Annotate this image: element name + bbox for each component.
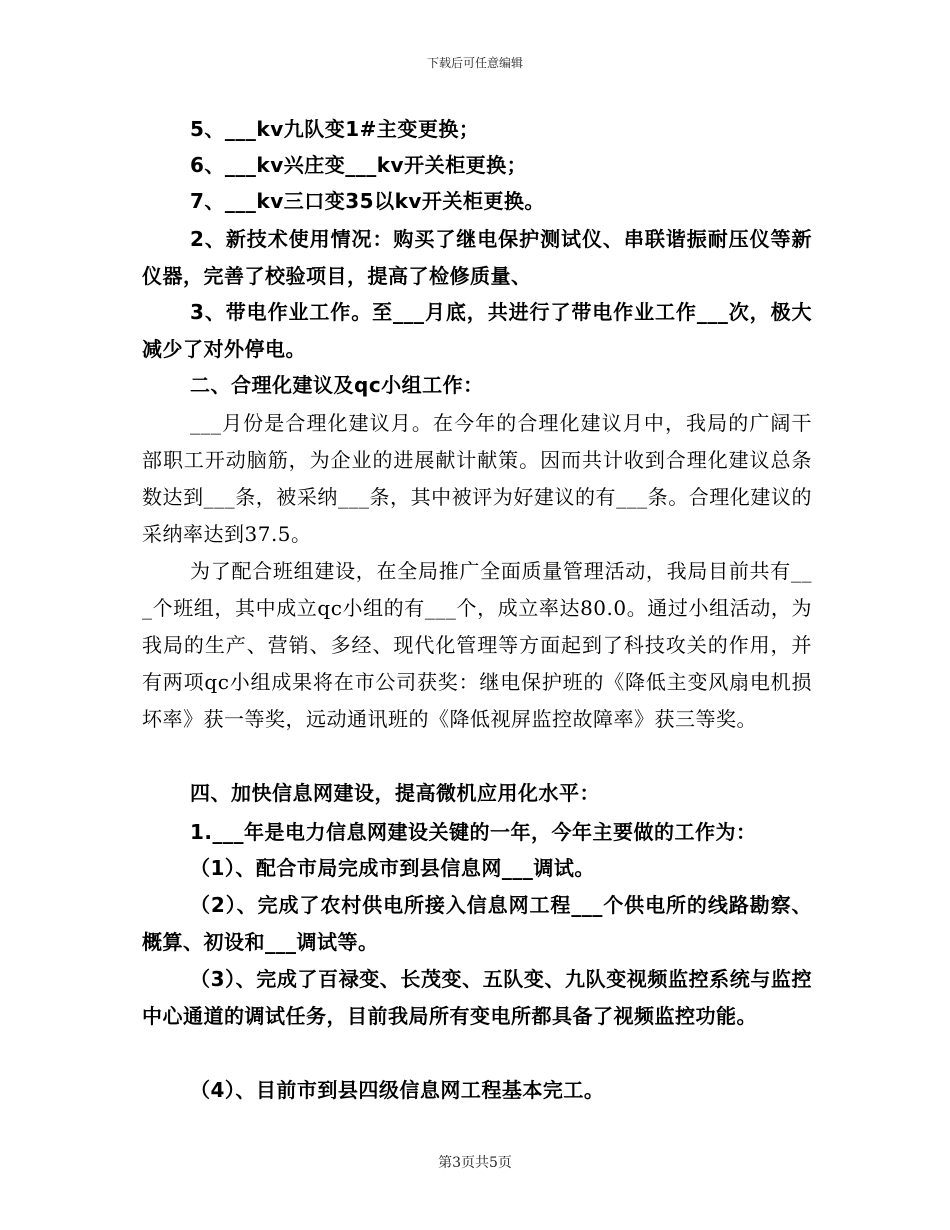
network-item-2: （2）、完成了农村供电所接入信息网工程___个供电所的线路勘察、概算、初设和___调试等。 bbox=[142, 893, 812, 954]
item-7: 7、___kv三口变35以kv开关柜更换。 bbox=[190, 189, 545, 213]
live-work-paragraph: 3、带电作业工作。至___月底，共进行了带电作业工作___次，极大减少了对外停电。 bbox=[142, 300, 812, 361]
network-item-1: （1）、配合市局完成市到县信息网___调试。 bbox=[190, 856, 595, 880]
rationalization-paragraph: ___月份是合理化建议月。在今年的合理化建议月中，我局的广阔干部职工开动脑筋，为企业的进展献计献策。因而共计收到合理化建议总条数达到___条，被采纳___条，其中被评为好建议的有___条。合理化建议的采纳率达到37.5。 bbox=[142, 411, 812, 546]
section-heading-network: 四、加快信息网建设，提高微机应用化水平： bbox=[190, 781, 600, 805]
qc-group-paragraph: 为了配合班组建设，在全局推广全面质量管理活动，我局目前共有___个班组，其中成立qc小组的有___个，成立率达80.0。通过小组活动，为我局的生产、营销、多经、现代化管理等方面起到了科技攻关的作用，并有两项qc小组成果将在市公司获奖：继电保护班的《降低主变风扇电机损坏率》获一等奖，远动通讯班的《降低视屏监控故障率》获三等奖。 bbox=[142, 559, 812, 731]
item-5: 5、___kv九队变1#主变更换； bbox=[190, 117, 480, 141]
section-heading-qc: 二、合理化建议及qc小组工作： bbox=[190, 373, 484, 397]
page-header: 下载后可任意编辑 bbox=[426, 56, 523, 70]
network-item-3: （3）、完成了百禄变、长茂变、五队变、九队变视频监控系统与监控中心通道的调试任务，目前我局所有变电所都具备了视频监控功能。 bbox=[142, 967, 812, 1028]
item-6: 6、___kv兴庄变___kv开关柜更换； bbox=[190, 153, 528, 177]
network-item-4: （4）、目前市到县四级信息网工程基本完工。 bbox=[190, 1078, 605, 1102]
page-number: 第3页共5页 bbox=[438, 1155, 512, 1171]
network-intro: 1.___年是电力信息网建设关键的一年，今年主要做的工作为： bbox=[190, 820, 757, 844]
new-technology-paragraph: 2、新技术使用情况：购买了继电保护测试仪、串联谐振耐压仪等新仪器，完善了校验项目，提高了检修质量、 bbox=[142, 227, 812, 288]
